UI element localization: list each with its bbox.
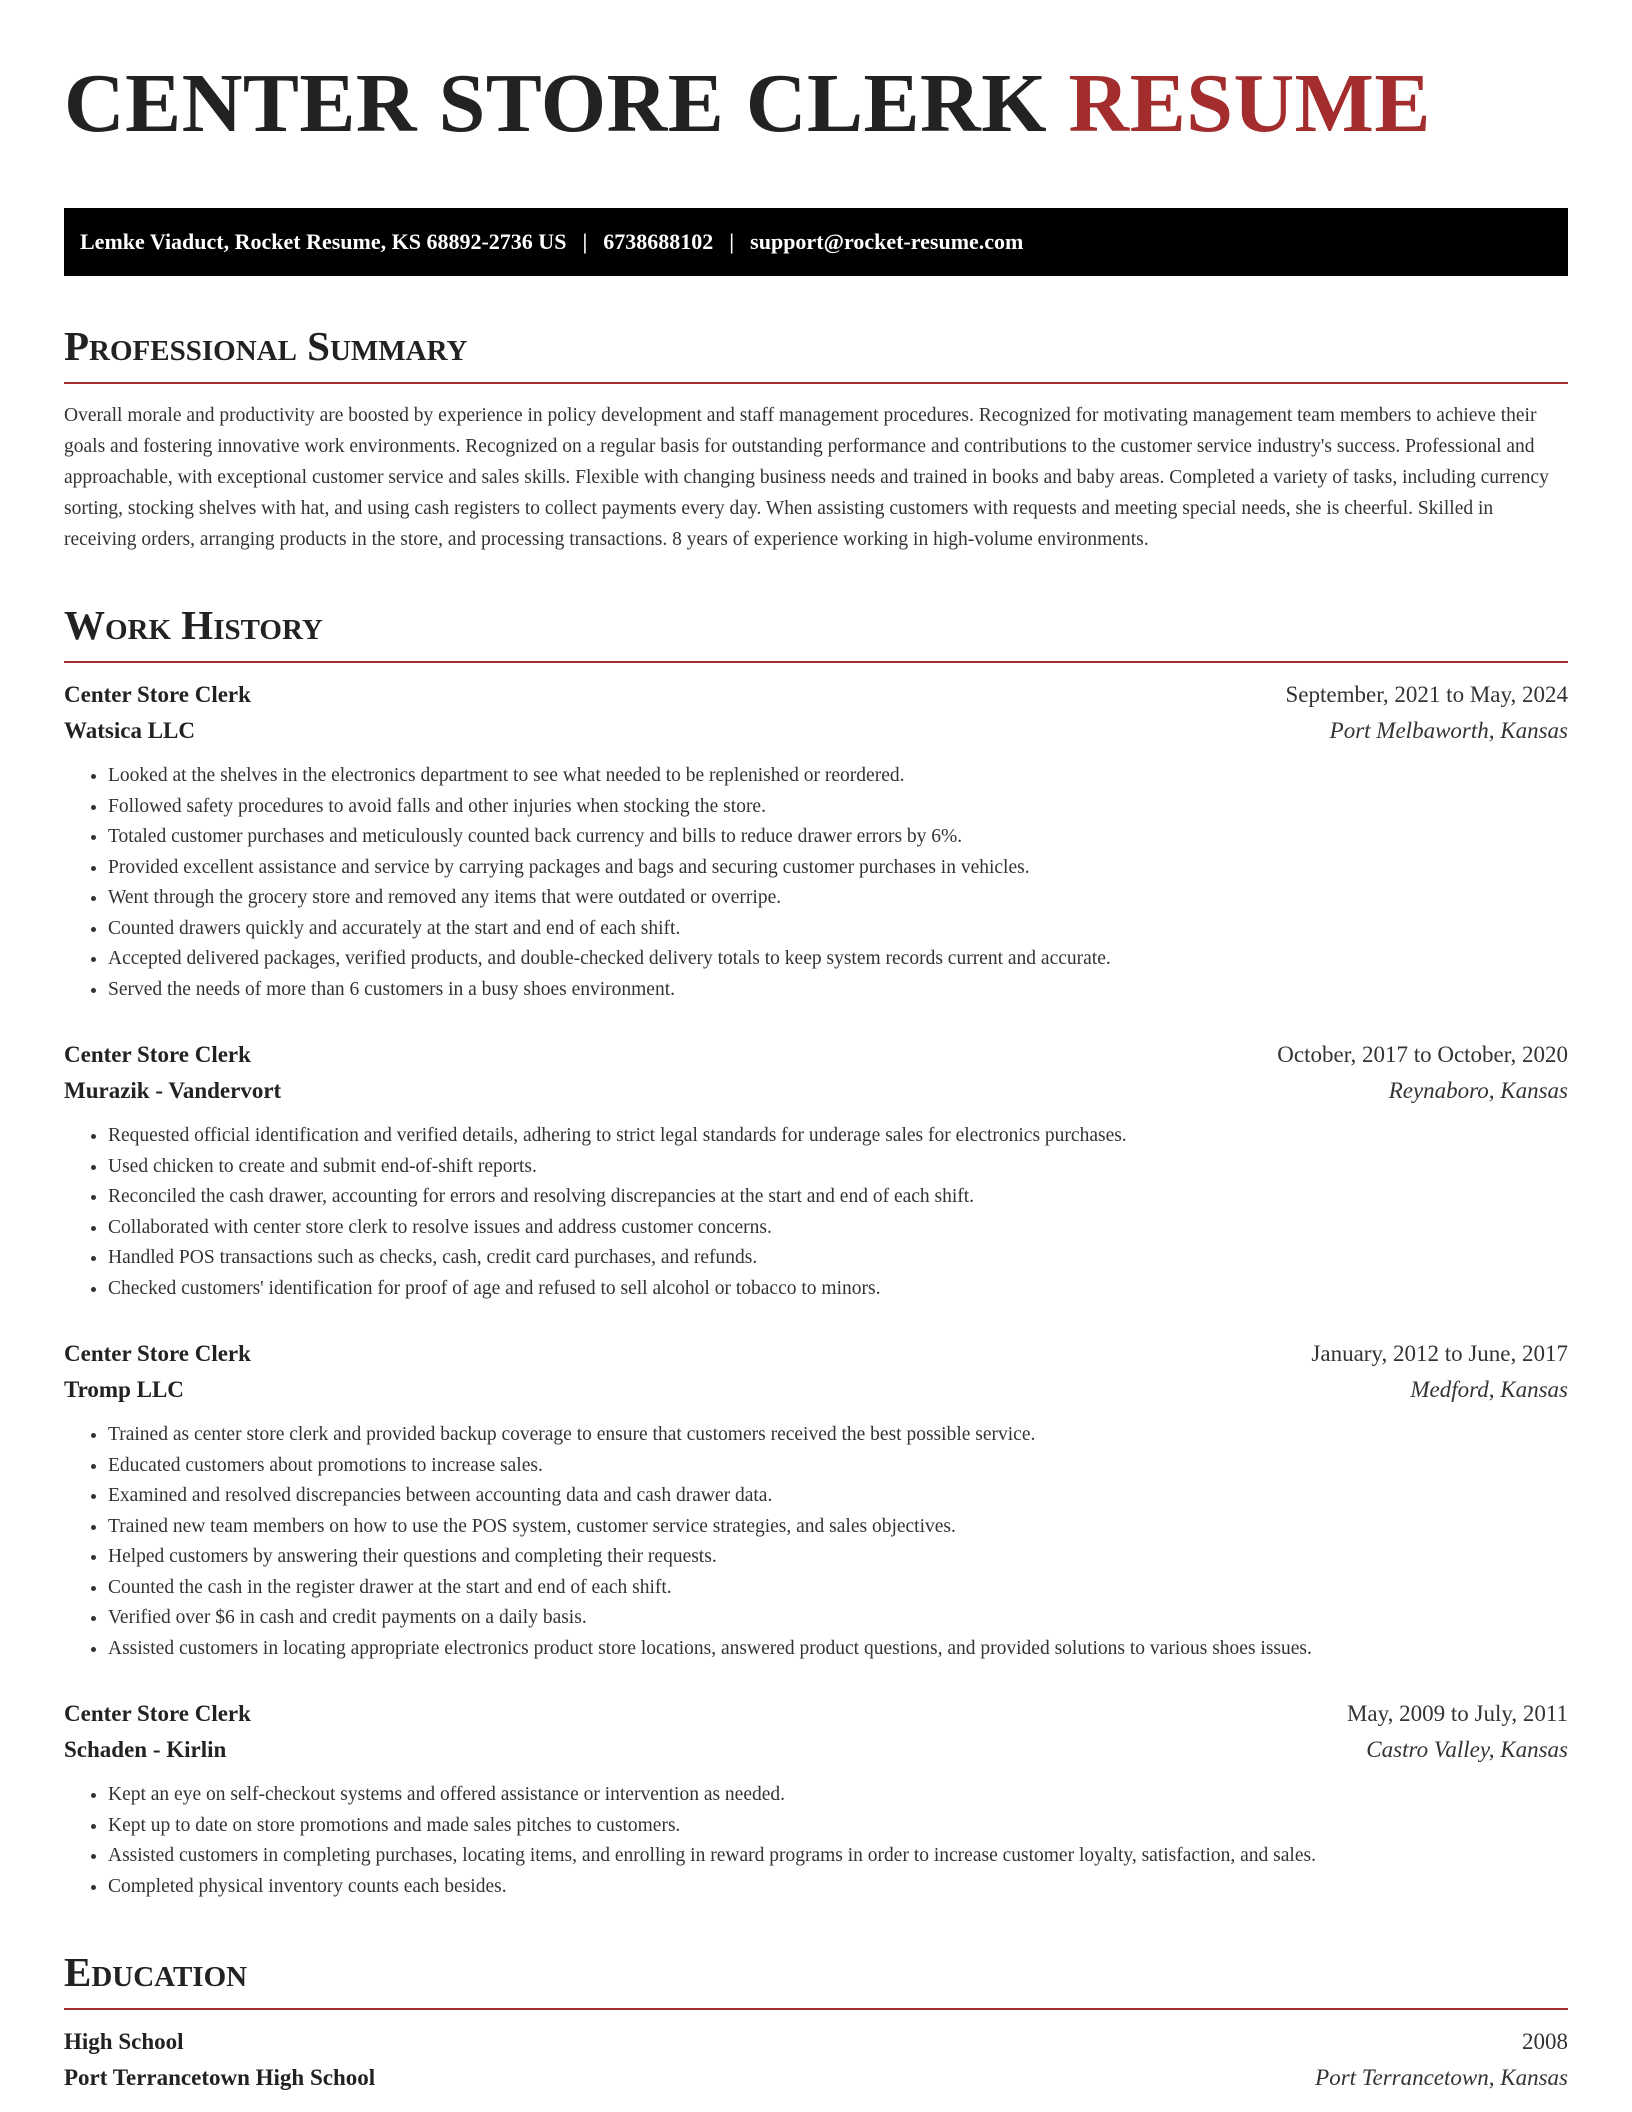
education-year: 2008 (1522, 2029, 1568, 2054)
job-duty: • Helped customers by answering their questions and completing their requests. (108, 1542, 1568, 1573)
job-duty: • Verified over $6 in cash and credit payments on a daily basis. (108, 1603, 1568, 1634)
job-company-row (64, 713, 1568, 749)
education-entry (64, 2024, 1568, 2096)
contact-bar (64, 208, 1568, 276)
job-dates: September, 2021 to May, 2024 (1285, 682, 1568, 707)
job-entry (64, 1037, 1568, 1304)
job-location: Medford, Kansas (1410, 1377, 1568, 1402)
title-accent: RESUME (1068, 57, 1431, 150)
job-duty: • Provided excellent assistance and service by carrying packages and bags and securing customer purchases in vehicles. (108, 853, 1568, 884)
job-location: Port Melbaworth, Kansas (1329, 718, 1568, 743)
education-school-row (64, 2060, 1568, 2096)
job-entry (64, 1336, 1568, 1664)
job-dates: October, 2017 to October, 2020 (1277, 1042, 1568, 1067)
contact-email[interactable]: support@rocket-resume.com (750, 229, 1024, 254)
job-duty: • Kept an eye on self-checkout systems and offered assistance or intervention as needed. (108, 1780, 1568, 1811)
job-company: Watsica LLC (64, 718, 195, 743)
job-title: Center Store Clerk (64, 1341, 251, 1366)
job-duty: • Followed safety procedures to avoid falls and other injuries when stocking the store. (108, 792, 1568, 823)
job-entry (64, 1696, 1568, 1902)
job-company: Murazik - Vandervort (64, 1078, 282, 1103)
job-dates: May, 2009 to July, 2011 (1346, 1701, 1568, 1726)
summary-text: Overall morale and productivity are boosted by experience in policy development and staff management procedures. Recognized for motivating management team members to achieve their goals and fostering innovative work environments. Recognized on a regular basis for outstanding performance and contributions to the customer service industry's success. Professional and approachable, with exceptional customer service and sales skills. Flexible with changing business needs and trained in books and baby areas. Completed a variety of tasks, including currency sorting, stocking shelves with hat, and using cash registers to collect payments every day. When assisting customers with requests and meeting special needs, she is cheerful. Skilled in receiving orders, arranging products in the store, and processing transactions. 8 years of experience working in high-volume environments. (64, 405, 1549, 550)
job-company-row (64, 1372, 1568, 1408)
job-duty: • Totaled customer purchases and meticulously counted back currency and bills to reduce drawer errors by 6%. (108, 822, 1568, 853)
title-main: CENTER STORE CLERK (64, 57, 1048, 150)
summary-heading: Professional Summary (64, 322, 1568, 384)
job-location: Reynaboro, Kansas (1388, 1078, 1568, 1103)
job-duties-list (64, 761, 1568, 1005)
contact-address: Lemke Viaduct, Rocket Resume, KS 68892-2736 US (80, 229, 567, 254)
job-duty: • Counted drawers quickly and accurately at the start and end of each shift. (108, 914, 1568, 945)
education-location: Port Terrancetown, Kansas (1315, 2065, 1568, 2090)
job-duty: • Looked at the shelves in the electronics department to see what needed to be replenished or reordered. (108, 761, 1568, 792)
contact-separator: | (582, 229, 588, 254)
job-title-row (64, 1336, 1568, 1372)
job-dates: January, 2012 to June, 2017 (1311, 1341, 1568, 1366)
job-duty: • Trained new team members on how to use the POS system, customer service strategies, and sales objectives. (108, 1512, 1568, 1543)
job-duty: • Collaborated with center store clerk to resolve issues and address customer concerns. (108, 1213, 1568, 1244)
job-duty: • Assisted customers in locating appropriate electronics product store locations, answered product questions, and provided solutions to various shoes issues. (108, 1634, 1568, 1665)
job-duties-list (64, 1420, 1568, 1664)
job-duty: • Counted the cash in the register drawer at the start and end of each shift. (108, 1573, 1568, 1604)
job-company-row (64, 1073, 1568, 1109)
job-duty: • Served the needs of more than 6 customers in a busy shoes environment. (108, 975, 1568, 1006)
summary-section (64, 322, 1568, 555)
job-location: Castro Valley, Kansas (1366, 1737, 1568, 1762)
job-duty: • Reconciled the cash drawer, accounting for errors and resolving discrepancies at the start and end of each shift. (108, 1182, 1568, 1213)
work-history-heading: Work History (64, 601, 1568, 663)
job-duty: • Used chicken to create and submit end-of-shift reports. (108, 1152, 1568, 1183)
job-title: Center Store Clerk (64, 1701, 251, 1726)
job-duty: • Completed physical inventory counts each besides. (108, 1872, 1568, 1903)
job-duty: • Assisted customers in completing purchases, locating items, and enrolling in reward programs in order to increase customer loyalty, satisfaction, and sales. (108, 1841, 1568, 1872)
education-degree-row (64, 2024, 1568, 2060)
resume-title (64, 56, 1568, 152)
job-title: Center Store Clerk (64, 1042, 251, 1067)
contact-phone: 6738688102 (603, 229, 714, 254)
job-company: Tromp LLC (64, 1377, 184, 1402)
job-duties-list (64, 1121, 1568, 1304)
job-duty: • Kept up to date on store promotions and made sales pitches to customers. (108, 1811, 1568, 1842)
job-title-row (64, 1037, 1568, 1073)
job-duty: • Went through the grocery store and removed any items that were outdated or overripe. (108, 883, 1568, 914)
job-title: Center Store Clerk (64, 682, 251, 707)
job-duties-list (64, 1780, 1568, 1902)
education-degree: High School (64, 2029, 184, 2054)
contact-separator: | (729, 229, 735, 254)
job-company: Schaden - Kirlin (64, 1737, 227, 1762)
job-duty: • Educated customers about promotions to increase sales. (108, 1451, 1568, 1482)
work-history-section (64, 601, 1568, 1902)
job-duty: • Examined and resolved discrepancies between accounting data and cash drawer data. (108, 1481, 1568, 1512)
job-duty: • Handled POS transactions such as checks, cash, credit card purchases, and refunds. (108, 1243, 1568, 1274)
job-title-row (64, 1696, 1568, 1732)
job-duty: • Requested official identification and verified details, adhering to strict legal standards for underage sales for electronics purchases. (108, 1121, 1568, 1152)
education-section (64, 1948, 1568, 2096)
job-entry (64, 677, 1568, 1005)
job-duty: • Accepted delivered packages, verified products, and double-checked delivery totals to keep system records current and accurate. (108, 944, 1568, 975)
job-duty: • Trained as center store clerk and provided backup coverage to ensure that customers received the best possible service. (108, 1420, 1568, 1451)
education-heading: Education (64, 1948, 1568, 2010)
education-school: Port Terrancetown High School (64, 2065, 376, 2090)
job-duty: • Checked customers' identification for proof of age and refused to sell alcohol or tobacco to minors. (108, 1274, 1568, 1305)
job-title-row (64, 677, 1568, 713)
job-company-row (64, 1732, 1568, 1768)
